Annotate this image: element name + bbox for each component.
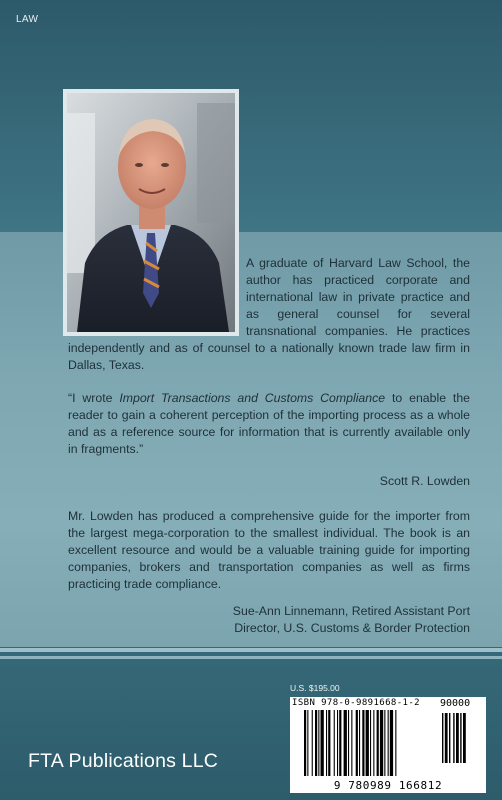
barcode-bar: [337, 710, 338, 776]
barcode-bar: [304, 710, 306, 776]
barcode-addon-bar: [449, 713, 450, 763]
quote-lead: “I wrote: [68, 391, 120, 405]
barcode-bar: [307, 710, 308, 776]
barcode-bar: [328, 710, 330, 776]
barcode-bar: [321, 710, 324, 776]
review-text: Mr. Lowden has produced a comprehensive guide for the importer from the largest mega-corporation to the smallest individual. The book is an excellent resource and would be a valuable training guide for importing companies, brokers and transportation companies as well as firms practicing trade compliance.: [68, 509, 470, 591]
barcode-bar: [370, 710, 371, 776]
review-signature-line2: Director, U.S. Customs & Border Protection: [234, 621, 470, 635]
divider-stripe: [0, 648, 502, 652]
barcode-bar: [326, 710, 327, 776]
book-title: Import Transactions and Customs Compliance: [119, 391, 386, 405]
barcode-bar: [334, 710, 335, 776]
barcode-bar: [318, 710, 319, 776]
isbn-barcode: [290, 697, 486, 793]
divider-stripe-thin: [0, 656, 502, 659]
barcode-bar: [312, 710, 313, 776]
barcode-addon-bar: [453, 713, 454, 763]
author-bio: [68, 255, 470, 374]
isbn-number: ISBN 978-0-9891668-1-2: [292, 698, 421, 708]
barcode-bar: [344, 710, 347, 776]
barcode-bar: [395, 710, 396, 776]
barcode-addon-bar: [460, 713, 461, 763]
barcode-bar: [362, 710, 364, 776]
barcode-bar: [348, 710, 349, 776]
barcode-bar: [351, 710, 352, 776]
barcode-bar: [384, 710, 385, 776]
barcode-bar: [359, 710, 360, 776]
review-signature: [170, 603, 470, 637]
barcode-bar: [388, 710, 389, 776]
barcode-bar: [373, 710, 374, 776]
quote-signature: Scott R. Lowden: [379, 474, 470, 488]
category-label: LAW: [16, 14, 39, 25]
barcode-bar: [380, 710, 383, 776]
barcode-addon-bar: [442, 713, 443, 763]
barcode-addon-bar: [463, 713, 466, 763]
barcode-bar: [390, 710, 393, 776]
photo-wrap-spacer: [68, 255, 246, 340]
review-signature-line1: Sue-Ann Linnemann, Retired Assistant Port: [232, 604, 470, 618]
barcode-digits: 9 780989 166812: [333, 779, 443, 792]
barcode-bar: [356, 710, 358, 776]
price-label: U.S. $195.00: [290, 683, 340, 693]
author-quote: [68, 390, 470, 458]
barcode-addon-bar: [445, 713, 448, 763]
quote-rest: to enable the reader to gain a coherent perception of the importing process as a whole and as a reference source for information that is currently available only in fragments.”: [68, 391, 470, 456]
barcode-bar: [377, 710, 379, 776]
publisher-name: FTA Publications LLC: [28, 750, 219, 772]
barcode-bar: [315, 710, 317, 776]
barcode-bar: [366, 710, 369, 776]
barcode-addon-digits: 90000: [440, 698, 471, 709]
author-bio-text: A graduate of Harvard Law School, the author has practiced corporate and international law in private practice and as general counsel for several transnational companies. He practices independently and as of counsel to a nationally known trade law firm in Dallas, Texas.: [68, 256, 470, 372]
barcode-addon-bar: [456, 713, 459, 763]
barcode-bar: [339, 710, 341, 776]
